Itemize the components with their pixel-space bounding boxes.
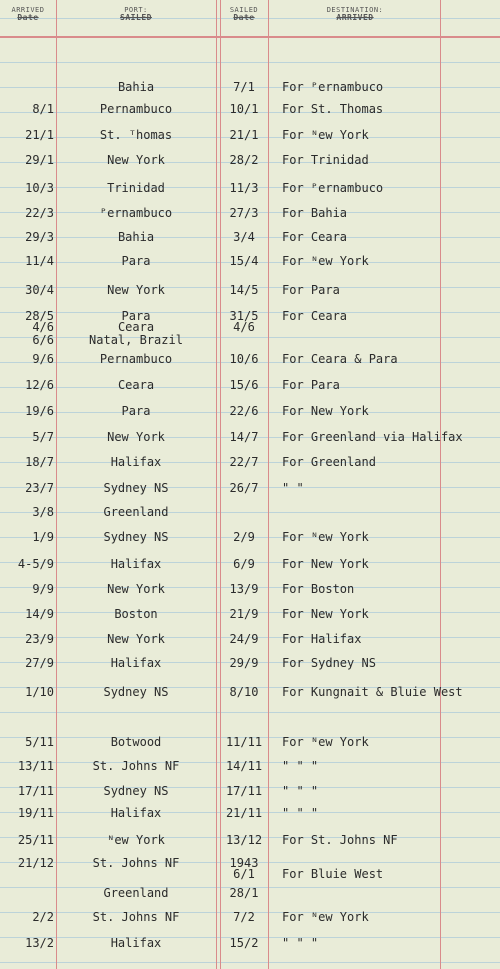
- destination-cell: For ᴾernambuco: [282, 80, 384, 94]
- sailed-date-cell: 14/5: [229, 283, 259, 297]
- table-row: [0, 320, 500, 334]
- arrived-date-cell: 19/11: [17, 806, 54, 820]
- arrived-date-cell: 18/7: [25, 455, 54, 469]
- destination-cell: " " ": [282, 759, 319, 773]
- port-name-cell: Greenland: [103, 505, 169, 519]
- arrived-date-cell: 6/6: [32, 333, 54, 347]
- sailed-date-cell: 1943: [229, 856, 259, 870]
- table-row: [0, 735, 500, 749]
- table-row: [0, 283, 500, 297]
- arrived-date-cell: 27/9: [25, 656, 54, 670]
- destination-cell: For Halifax: [282, 632, 362, 646]
- header-sailed: [222, 6, 266, 22]
- arrived-date-cell: 2/2: [32, 910, 54, 924]
- destination-cell: For Bahia: [282, 206, 348, 220]
- port-name-cell: St. ᵀhomas: [99, 128, 173, 142]
- port-name-cell: Natal, Brazil: [89, 333, 183, 347]
- header-rule: [0, 36, 500, 38]
- port-name-cell: Pernambuco: [99, 352, 173, 366]
- sailed-date-cell: 2/9: [233, 530, 255, 544]
- port-name-cell: St. Johns NF: [92, 856, 180, 870]
- arrived-date-cell: 21/12: [17, 856, 54, 870]
- sailed-date-cell: 8/10: [229, 685, 259, 699]
- port-name-cell: Ceara: [117, 320, 155, 334]
- arrived-date-cell: 4-5/9: [17, 557, 54, 571]
- arrived-date-cell: 21/1: [25, 128, 54, 142]
- destination-cell: For Ceara: [282, 230, 348, 244]
- sailed-date-cell: 28/1: [229, 886, 259, 900]
- sailed-date-cell: 15/6: [229, 378, 259, 392]
- sailed-date-cell: 15/2: [229, 936, 259, 950]
- arrived-date-cell: 9/9: [32, 582, 54, 596]
- header-port-label: PORT:: [124, 6, 148, 14]
- header-port: [60, 6, 212, 22]
- port-name-cell: New York: [107, 153, 165, 167]
- port-name-cell: Boston: [114, 607, 158, 621]
- sailed-date-cell: 7/1: [233, 80, 255, 94]
- destination-cell: For Trinidad: [282, 153, 369, 167]
- table-row: [0, 102, 500, 116]
- arrived-date-cell: 5/11: [25, 735, 54, 749]
- arrived-date-cell: 22/3: [25, 206, 54, 220]
- table-row: [0, 153, 500, 167]
- table-row: [0, 378, 500, 392]
- sailed-date-cell: 22/6: [229, 404, 259, 418]
- arrived-date-cell: 13/2: [25, 936, 54, 950]
- port-name-cell: Halifax: [110, 936, 162, 950]
- destination-cell: For Ceara & Para: [282, 352, 398, 366]
- port-name-cell: Botwood: [110, 735, 162, 749]
- header-arrived: [2, 6, 54, 22]
- table-row: [0, 886, 500, 900]
- port-name-cell: Trinidad: [107, 181, 165, 195]
- destination-cell: For ᴺew York: [282, 254, 369, 268]
- port-name-cell: Halifax: [110, 557, 162, 571]
- sailed-date-cell: 21/9: [229, 607, 259, 621]
- destination-cell: " " ": [282, 784, 319, 798]
- arrived-date-cell: 17/11: [17, 784, 54, 798]
- table-row: [0, 867, 500, 881]
- arrived-date-cell: 23/9: [25, 632, 54, 646]
- destination-cell: For St. Johns NF: [282, 833, 398, 847]
- arrived-date-cell: 23/7: [25, 481, 54, 495]
- arrived-date-cell: 25/11: [17, 833, 54, 847]
- table-row: [0, 632, 500, 646]
- port-name-cell: Para: [121, 309, 151, 323]
- destination-cell: For ᴺew York: [282, 530, 369, 544]
- sailed-date-cell: 21/1: [229, 128, 259, 142]
- sailed-date-cell: 29/9: [229, 656, 259, 670]
- sailed-date-cell: 27/3: [229, 206, 259, 220]
- header-destination: [272, 6, 438, 22]
- sailed-date-cell: 3/4: [233, 230, 255, 244]
- port-name-cell: New York: [107, 632, 165, 646]
- table-row: [0, 910, 500, 924]
- destination-cell: " ": [282, 481, 304, 495]
- table-row: [0, 254, 500, 268]
- port-name-cell: St. Johns NF: [92, 910, 180, 924]
- arrived-date-cell: 4/6: [32, 320, 54, 334]
- sailed-date-cell: 14/11: [225, 759, 263, 773]
- destination-cell: For Para: [282, 283, 340, 297]
- header-port-strike: SAILED: [120, 13, 152, 22]
- arrived-date-cell: 30/4: [25, 283, 54, 297]
- table-row: [0, 784, 500, 798]
- sailed-date-cell: 10/1: [229, 102, 259, 116]
- table-row: [0, 404, 500, 418]
- sailed-date-cell: 14/7: [229, 430, 259, 444]
- table-row: [0, 181, 500, 195]
- table-row: [0, 936, 500, 950]
- port-name-cell: Sydney NS: [103, 685, 169, 699]
- destination-cell: For Greenland: [282, 455, 376, 469]
- destination-cell: For St. Thomas: [282, 102, 384, 116]
- port-name-cell: Halifax: [110, 656, 162, 670]
- arrived-date-cell: 14/9: [25, 607, 54, 621]
- table-row: [0, 582, 500, 596]
- port-name-cell: ᴺew York: [107, 833, 165, 847]
- table-row: [0, 206, 500, 220]
- header-sailed-label: SAILED: [229, 6, 259, 14]
- destination-cell: For Sydney NS: [282, 656, 376, 670]
- arrived-date-cell: 19/6: [25, 404, 54, 418]
- port-name-cell: Greenland: [103, 886, 169, 900]
- sailed-date-cell: 4/6: [233, 320, 255, 334]
- arrived-date-cell: 11/4: [25, 254, 54, 268]
- sailed-date-cell: 10/6: [229, 352, 259, 366]
- destination-cell: For Kungnait & Bluie West: [282, 685, 463, 699]
- table-row: [0, 557, 500, 571]
- sailed-date-cell: 11/3: [229, 181, 259, 195]
- header-arrived-label: ARRIVED: [11, 6, 45, 14]
- destination-cell: For ᴾernambuco: [282, 181, 384, 195]
- arrived-date-cell: 29/3: [25, 230, 54, 244]
- arrived-date-cell: 5/7: [32, 430, 54, 444]
- port-name-cell: Sydney NS: [103, 530, 169, 544]
- port-name-cell: Bahia: [117, 230, 155, 244]
- table-row: [0, 128, 500, 142]
- port-name-cell: ᴾernambuco: [99, 206, 173, 220]
- arrived-date-cell: 12/6: [25, 378, 54, 392]
- destination-cell: " " ": [282, 936, 319, 950]
- sailed-date-cell: 11/11: [225, 735, 263, 749]
- destination-cell: For Boston: [282, 582, 355, 596]
- table-row: [0, 80, 500, 94]
- table-row: [0, 481, 500, 495]
- destination-cell: For ᴺew York: [282, 735, 369, 749]
- sailed-date-cell: 17/11: [225, 784, 263, 798]
- port-name-cell: Halifax: [110, 806, 162, 820]
- header-arrived-strike: Date: [17, 13, 39, 22]
- arrived-date-cell: 13/11: [17, 759, 54, 773]
- header-destination-strike: ARRIVED: [336, 13, 374, 22]
- destination-cell: " " ": [282, 806, 319, 820]
- table-row: [0, 333, 500, 347]
- destination-cell: For ᴺew York: [282, 128, 369, 142]
- destination-cell: For New York: [282, 607, 369, 621]
- table-row: [0, 230, 500, 244]
- table-row: [0, 607, 500, 621]
- port-name-cell: Para: [121, 254, 151, 268]
- destination-cell: For Para: [282, 378, 340, 392]
- sailed-date-cell: 31/5: [229, 309, 259, 323]
- arrived-date-cell: 1/10: [25, 685, 54, 699]
- sailed-date-cell: 28/2: [229, 153, 259, 167]
- port-name-cell: Pernambuco: [99, 102, 173, 116]
- port-name-cell: Ceara: [117, 378, 155, 392]
- table-row: [0, 806, 500, 820]
- sailed-date-cell: 6/9: [233, 557, 255, 571]
- table-row: [0, 430, 500, 444]
- port-name-cell: Para: [121, 404, 151, 418]
- table-row: [0, 833, 500, 847]
- sailed-date-cell: 13/12: [225, 833, 263, 847]
- sailed-date-cell: 15/4: [229, 254, 259, 268]
- header-sailed-strike: Date: [233, 13, 255, 22]
- header-destination-label: DESTINATION:: [326, 6, 384, 14]
- destination-cell: For ᴺew York: [282, 910, 369, 924]
- table-row: [0, 505, 500, 519]
- table-row: [0, 685, 500, 699]
- table-row: [0, 352, 500, 366]
- arrived-date-cell: 3/8: [32, 505, 54, 519]
- sailed-date-cell: 6/1: [233, 867, 255, 881]
- table-row: [0, 656, 500, 670]
- destination-cell: For New York: [282, 404, 369, 418]
- arrived-date-cell: 28/5: [25, 309, 54, 323]
- destination-cell: For Ceara: [282, 309, 348, 323]
- table-row: [0, 530, 500, 544]
- port-name-cell: Sydney NS: [103, 481, 169, 495]
- port-name-cell: New York: [107, 283, 165, 297]
- arrived-date-cell: 10/3: [25, 181, 54, 195]
- sailed-date-cell: 13/9: [229, 582, 259, 596]
- sailed-date-cell: 7/2: [233, 910, 255, 924]
- arrived-date-cell: 1/9: [32, 530, 54, 544]
- port-name-cell: St. Johns NF: [92, 759, 180, 773]
- arrived-date-cell: 9/6: [32, 352, 54, 366]
- arrived-date-cell: 8/1: [32, 102, 54, 116]
- sailed-date-cell: 21/11: [225, 806, 263, 820]
- destination-cell: For Bluie West: [282, 867, 384, 881]
- arrived-date-cell: 29/1: [25, 153, 54, 167]
- destination-cell: For Greenland via Halifax: [282, 430, 463, 444]
- table-row: [0, 759, 500, 773]
- port-name-cell: New York: [107, 582, 165, 596]
- destination-cell: For New York: [282, 557, 369, 571]
- table-row: [0, 455, 500, 469]
- port-name-cell: Sydney NS: [103, 784, 169, 798]
- port-name-cell: Halifax: [110, 455, 162, 469]
- sailed-date-cell: 26/7: [229, 481, 259, 495]
- sailed-date-cell: 22/7: [229, 455, 259, 469]
- port-name-cell: Bahia: [117, 80, 155, 94]
- port-name-cell: New York: [107, 430, 165, 444]
- sailed-date-cell: 24/9: [229, 632, 259, 646]
